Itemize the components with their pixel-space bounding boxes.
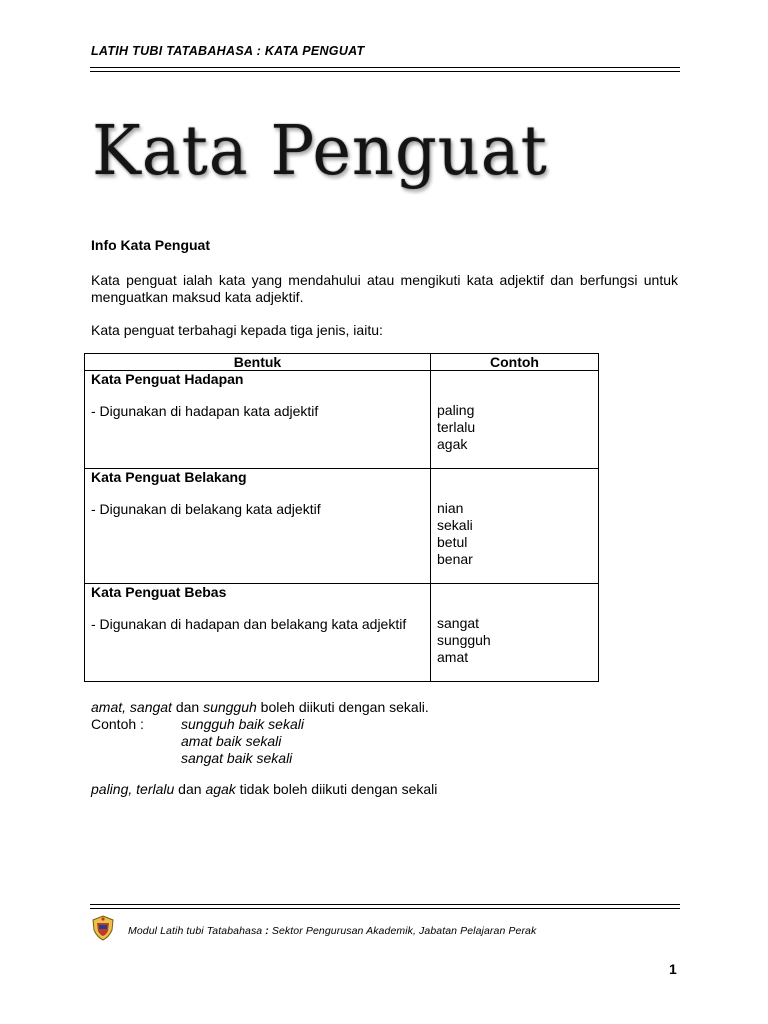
- bentuk-cell: [85, 584, 431, 682]
- penguat-table: [84, 353, 599, 682]
- contoh-cell: [431, 371, 599, 469]
- footer-rule-bottom: [90, 908, 680, 909]
- note-text: tidak boleh diikuti dengan sekali: [235, 781, 438, 797]
- footer-org: Sektor Pengurusan Akademik, Jabatan Pelajaran Perak: [271, 925, 537, 937]
- definition-paragraph: Kata penguat ialah kata yang mendahului atau mengikuti kata adjektif dan berfungsi untuk menguatkan maksud kata adjektif.: [91, 272, 678, 305]
- example-word: sekali: [437, 517, 473, 533]
- bentuk-cell: [85, 371, 431, 469]
- note-boleh: [91, 699, 429, 716]
- table-header-row: [85, 354, 599, 371]
- note-text: ,: [128, 781, 137, 797]
- row-desc: - Digunakan di hadapan dan belakang kata adjektif: [91, 616, 407, 632]
- note-italic: terlalu: [136, 781, 175, 797]
- header-rule-top: [90, 67, 680, 68]
- row-desc: - Digunakan di belakang kata adjektif: [91, 501, 321, 517]
- table-row: [85, 469, 599, 584]
- note-italic: amat, sangat: [91, 699, 172, 715]
- col-header-bentuk: Bentuk: [85, 354, 431, 371]
- contoh-item: sangat baik sekali: [181, 750, 293, 766]
- contoh-label: Contoh :: [91, 716, 144, 732]
- note-italic: sungguh: [203, 699, 257, 715]
- footer-sep: :: [262, 925, 272, 937]
- example-word: agak: [437, 436, 468, 452]
- note-tidak-boleh: [91, 781, 437, 798]
- example-word: amat: [437, 649, 469, 665]
- footer-rule-top: [90, 904, 680, 905]
- contoh-item: amat baik sekali: [181, 733, 282, 749]
- row-title: Kata Penguat Bebas: [91, 584, 227, 600]
- page-number: 1: [669, 961, 677, 977]
- bentuk-cell: [85, 469, 431, 584]
- footer-module: Modul Latih tubi Tatabahasa: [128, 925, 263, 937]
- note-text: dan: [174, 781, 206, 797]
- row-title: Kata Penguat Hadapan: [91, 371, 244, 387]
- note-italic: agak: [205, 781, 236, 797]
- table-row: [85, 371, 599, 469]
- row-title: Kata Penguat Belakang: [91, 469, 247, 485]
- header-title: LATIH TUBI TATABAHASA : KATA PENGUAT: [91, 44, 365, 58]
- crest-icon: [91, 915, 115, 941]
- types-intro-paragraph: Kata penguat terbahagi kepada tiga jenis, iaitu:: [91, 322, 383, 338]
- example-word: paling: [437, 402, 475, 418]
- example-word: betul: [437, 534, 468, 550]
- contoh-cell: [431, 584, 599, 682]
- section-heading: Info Kata Penguat: [91, 237, 211, 253]
- col-header-contoh: Contoh: [431, 354, 599, 371]
- example-word: terlalu: [437, 419, 476, 435]
- contoh-item: sungguh baik sekali: [181, 716, 304, 732]
- note-text: dan: [171, 699, 204, 715]
- title-art: Kata Penguat: [92, 112, 548, 191]
- example-word: benar: [437, 551, 473, 567]
- row-desc: - Digunakan di hadapan kata adjektif: [91, 403, 319, 419]
- table-row: [85, 584, 599, 682]
- header-rule-bottom: [90, 71, 680, 72]
- example-word: sungguh: [437, 632, 491, 648]
- contoh-cell: [431, 469, 599, 584]
- example-word: sangat: [437, 615, 480, 631]
- note-text: boleh diikuti dengan sekali.: [256, 699, 429, 715]
- note-italic: paling: [91, 781, 129, 797]
- example-word: nian: [437, 500, 464, 516]
- footer-text: [128, 925, 536, 937]
